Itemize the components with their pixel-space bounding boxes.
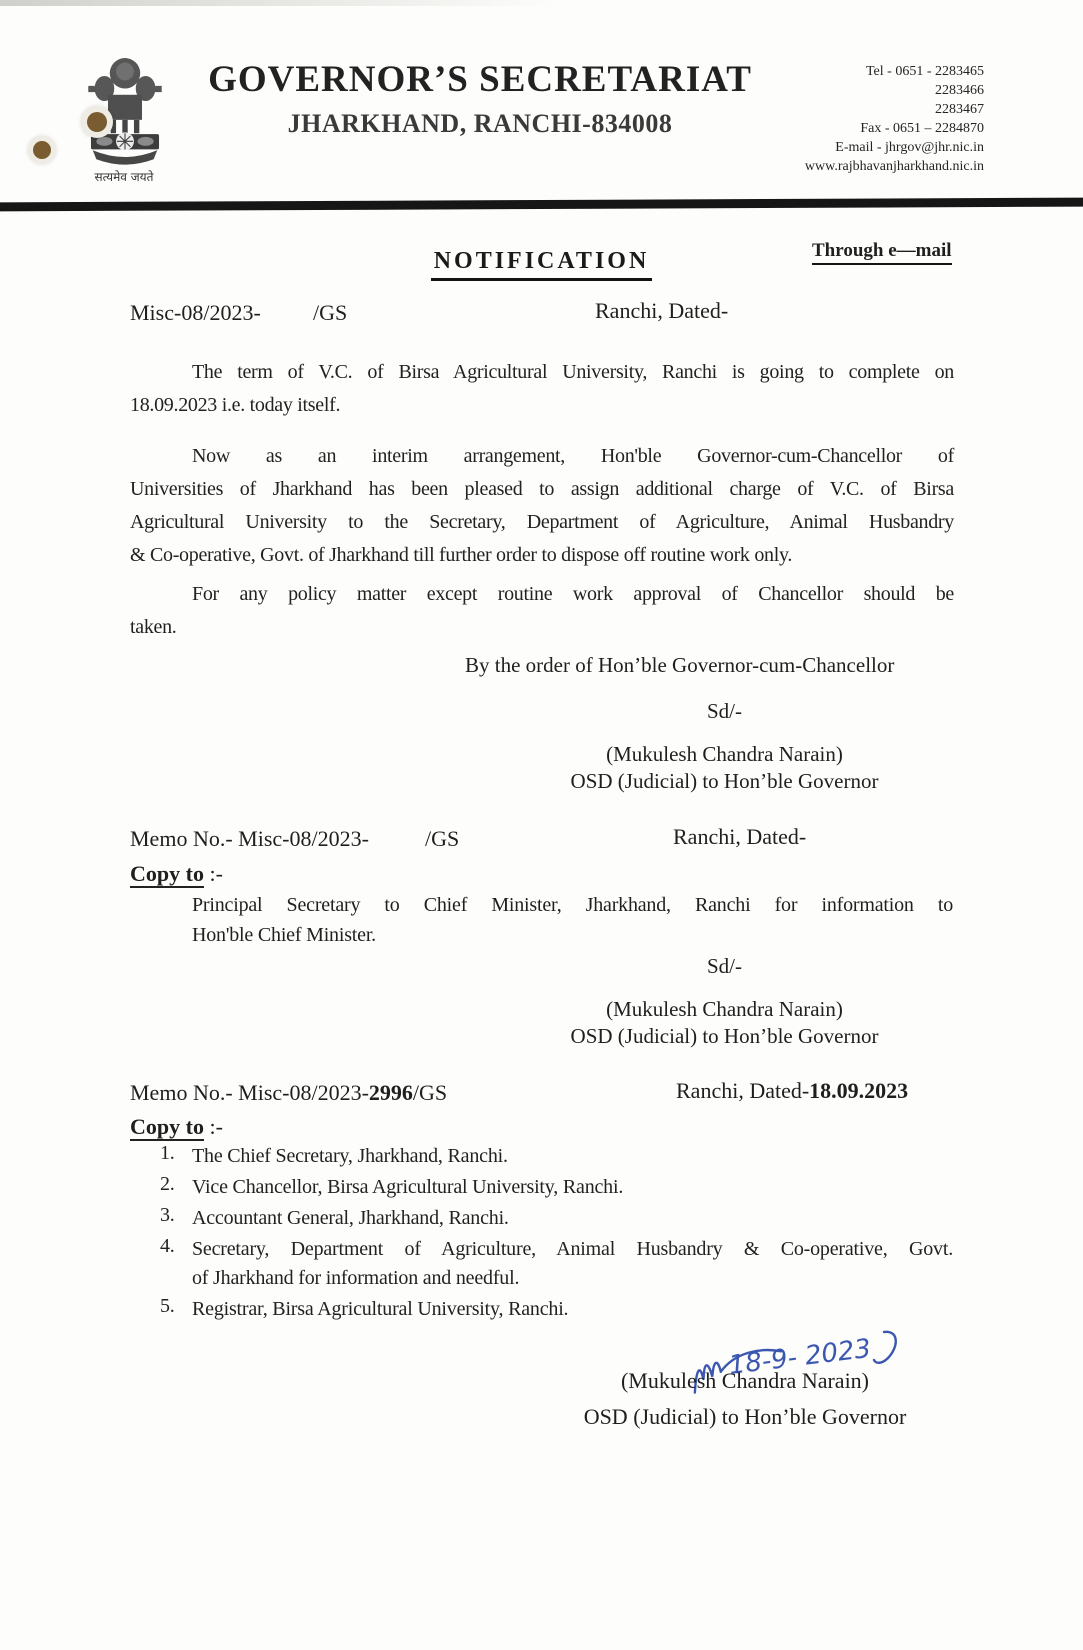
place-date-3-prefix: Ranchi, Dated- xyxy=(676,1078,810,1103)
copy-item-2-number: 2. xyxy=(160,1173,175,1195)
para2-line2: Universities of Jharkhand has been pleased to assign additional charge of V.C. of Birsa xyxy=(130,478,954,500)
copy-item-3-text: Accountant General, Jharkhand, Ranchi. xyxy=(192,1207,509,1229)
copy-item-1 xyxy=(160,1142,953,1171)
copy-item-3 xyxy=(160,1204,953,1233)
para2-line1: Now as an interim arrangement, Hon'ble Governor-cum-Chancellor of xyxy=(192,445,954,467)
contact-website-line: www.rajbhavanjharkhand.nic.in xyxy=(804,159,984,174)
copy-to-heading-2 xyxy=(130,1114,223,1140)
emblem-motto: सत्यमेव जयते xyxy=(94,170,154,184)
copy-item-5-text: Registrar, Birsa Agricultural University, Ranchi. xyxy=(192,1298,569,1320)
through-email-note: Through e—mail xyxy=(812,240,952,265)
sd-notation-1: Sd/- xyxy=(706,699,742,723)
contact-email-line: E-mail - jhrgov@jhr.nic.in xyxy=(835,140,984,155)
memo2-number xyxy=(130,1080,447,1106)
para2-line3: Agricultural University to the Secretary, Department of Agriculture, Animal Husbandry xyxy=(130,511,954,533)
para3-line2: taken. xyxy=(130,616,177,638)
para2-line4: & Co-operative, Govt. of Jharkhand till further order to dispose off routine work only. xyxy=(130,544,793,566)
memo1-number: Memo No.- Misc-08/2023- xyxy=(130,826,369,851)
copy-item-5-number: 5. xyxy=(160,1295,175,1317)
copy-to-label-1: Copy to xyxy=(130,861,204,886)
para3-line1: For any policy matter except routine work approval of Chancellor should be xyxy=(192,583,954,605)
punch-hole xyxy=(81,106,113,138)
contact-tel-line-2: 2283466 xyxy=(935,83,984,98)
signatory-name-2: (Mukulesh Chandra Narain) xyxy=(606,997,843,1021)
sign-block-2 xyxy=(552,953,897,1050)
place-date-line-1: Ranchi, Dated- xyxy=(595,298,729,323)
copy-item-4-text-line2: of Jharkhand for information and needful. xyxy=(192,1267,520,1289)
ref-number-gs: /GS xyxy=(313,300,348,325)
signatory-name-1: (Mukulesh Chandra Narain) xyxy=(606,742,843,766)
copy-recipient-1 xyxy=(192,890,953,950)
contact-tel-line-1: Tel - 0651 - 2283465 xyxy=(865,64,984,79)
place-date-3-date: 18.09.2023 xyxy=(809,1078,909,1103)
copy-item-2-text: Vice Chancellor, Birsa Agricultural University, Ranchi. xyxy=(192,1176,624,1198)
place-date-line-2: Ranchi, Dated- xyxy=(673,824,807,849)
copy-item-3-number: 3. xyxy=(160,1204,175,1226)
para1-line1: The term of V.C. of Birsa Agricultural University, Ranchi is going to complete on xyxy=(192,361,954,383)
copy1-line1: Principal Secretary to Chief Minister, Jharkhand, Ranchi for information to xyxy=(192,894,953,916)
scan-edge-artifact xyxy=(0,0,560,6)
org-name: GOVERNOR’S SECRETARIAT xyxy=(208,59,752,100)
copy-item-4-number: 4. xyxy=(160,1235,175,1257)
contact-tel-line-3: 2283467 xyxy=(935,102,984,117)
copy-item-4-text-line1: Secretary, Department of Agriculture, Animal Husbandry & Co-operative, Govt. xyxy=(192,1238,953,1260)
sign-block-1 xyxy=(552,698,897,795)
sign-block-3 xyxy=(560,1368,930,1430)
paragraph-1 xyxy=(130,356,954,422)
copy1-line2: Hon'ble Chief Minister. xyxy=(192,924,376,946)
org-location: JHARKHAND, RANCHI-834008 xyxy=(287,109,673,138)
by-order-line: By the order of Hon’ble Governor-cum-Chancellor xyxy=(465,653,895,677)
copy-list xyxy=(160,1142,953,1326)
contact-fax-line: Fax - 0651 – 2284870 xyxy=(860,121,984,136)
copy-to-heading-1 xyxy=(130,861,223,887)
memo2-dispatch-number: 2996 xyxy=(368,1080,413,1105)
place-date-line-3 xyxy=(676,1078,908,1104)
ref-number: Misc-08/2023- xyxy=(130,300,261,325)
punch-hole xyxy=(28,136,56,164)
contact-block xyxy=(762,62,984,176)
header-divider-rule xyxy=(0,198,1083,212)
paragraph-2 xyxy=(130,440,954,572)
copy-to-punct-2: :- xyxy=(209,1114,223,1139)
para1-line2: 18.09.2023 i.e. today itself. xyxy=(130,394,341,416)
signatory-designation-2: OSD (Judicial) to Hon’ble Governor xyxy=(570,1024,879,1048)
sd-notation-2: Sd/- xyxy=(706,954,742,978)
copy-item-4 xyxy=(160,1235,953,1293)
memo2-prefix: Memo No.- Misc-08/2023- xyxy=(130,1080,369,1105)
copy-to-label-2: Copy to xyxy=(130,1114,204,1139)
memo1-gs: /GS xyxy=(425,826,460,851)
paragraph-3 xyxy=(130,578,954,644)
letterhead xyxy=(170,58,790,139)
copy-item-1-text: The Chief Secretary, Jharkhand, Ranchi. xyxy=(192,1145,508,1167)
signatory-designation-1: OSD (Judicial) to Hon’ble Governor xyxy=(570,769,879,793)
signatory-designation-3: OSD (Judicial) to Hon’ble Governor xyxy=(583,1404,907,1429)
copy-to-punct-1: :- xyxy=(209,861,223,886)
signature-date: 18-9- 2023 xyxy=(727,1333,873,1381)
memo2-gs: /GS xyxy=(412,1080,448,1105)
signatory-name-3: (Mukulesh Chandra Narain) xyxy=(620,1368,870,1393)
copy-item-2 xyxy=(160,1173,953,1202)
copy-item-5 xyxy=(160,1295,953,1324)
notification-title-row xyxy=(0,248,1083,281)
notification-title: NOTIFICATION xyxy=(431,248,653,281)
copy-item-1-number: 1. xyxy=(160,1142,175,1164)
